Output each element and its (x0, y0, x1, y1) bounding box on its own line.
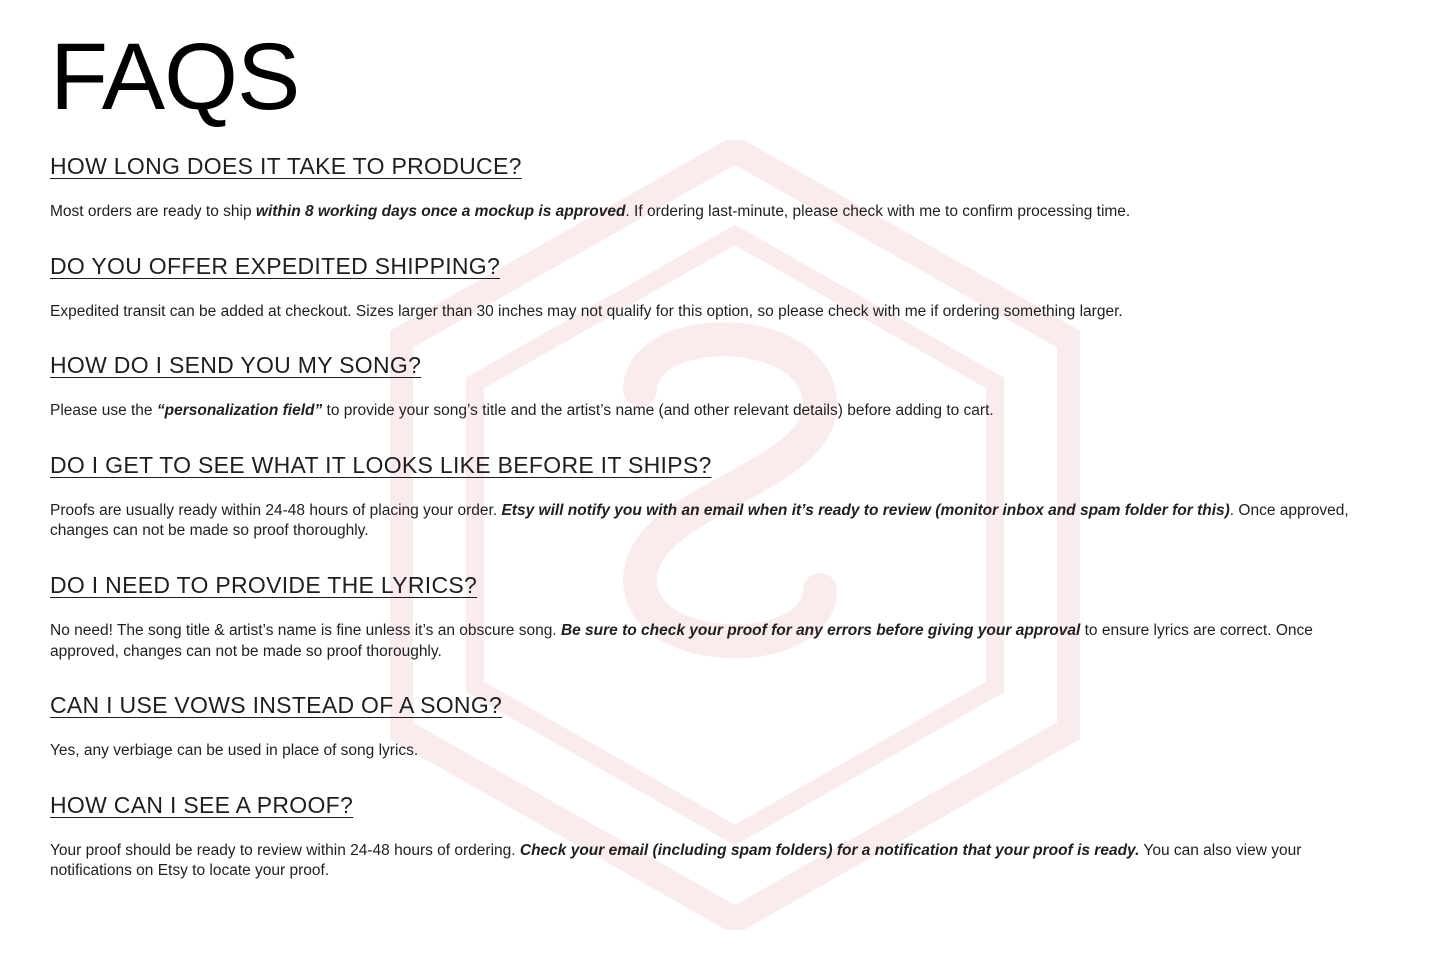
faq-answer-text: . Once approved, changes can not be made so proof thoroughly. (50, 501, 1349, 540)
faq-item (50, 692, 1395, 762)
faq-answer-emphasis: “personalization field” (156, 402, 323, 420)
faq-question: HOW CAN I SEE A PROOF? (50, 791, 354, 818)
faq-question: DO I NEED TO PROVIDE THE LYRICS? (50, 572, 478, 599)
faq-question: CAN I USE VOWS INSTEAD OF A SONG? (50, 692, 503, 719)
faq-answer (50, 841, 1380, 882)
faq-answer (50, 302, 1380, 323)
faq-answer (50, 202, 1380, 223)
faq-answer (50, 741, 1380, 762)
faq-answer (50, 501, 1380, 542)
faq-item (50, 572, 1395, 662)
faq-answer-text: No need! The song title & artist’s name is fine unless it’s an obscure song. (50, 622, 561, 640)
faq-answer-text: Most orders are ready to ship (50, 203, 256, 220)
faq-answer-emphasis: Be sure to check your proof for any errors before giving your approval (560, 622, 1081, 640)
faq-item (50, 452, 1395, 542)
faq-list (50, 153, 1395, 882)
faq-answer-text: . If ordering last-minute, please check with me to confirm processing time. (625, 203, 1131, 220)
faq-answer-text: You can also view your notifications on Etsy to locate your proof. (50, 841, 1302, 880)
faq-answer-text: to ensure lyrics are correct. Once approved, changes can not be made so proof thoroughly. (50, 622, 1313, 660)
faq-item (50, 352, 1395, 422)
faq-answer-text: Yes, any verbiage can be used in place of song lyrics. (50, 742, 419, 760)
faq-question: HOW LONG DOES IT TAKE TO PRODUCE? (50, 153, 522, 179)
faq-answer-text: Please use the (50, 402, 157, 420)
faq-answer-emphasis: Check your email (including spam folders) for a notification that your proof is ready. (519, 841, 1140, 859)
faq-item (50, 153, 1395, 223)
page-title: FAQS (50, 24, 300, 130)
faq-answer (50, 621, 1380, 662)
faq-answer-text: Expedited transit can be added at checkout. Sizes larger than 30 inches may not qualify for this option, so please check with me if ordering something larger. (50, 302, 1123, 320)
faq-answer (50, 401, 1380, 422)
faq-item (50, 253, 1395, 323)
faq-question: DO I GET TO SEE WHAT IT LOOKS LIKE BEFORE IT SHIPS? (50, 451, 712, 478)
faq-item (50, 792, 1395, 882)
faq-answer-emphasis: within 8 working days once a mockup is approved (255, 203, 626, 220)
faq-answer-text: Proofs are usually ready within 24-48 hours of placing your order. (50, 501, 502, 519)
faq-answer-emphasis: Etsy will notify you with an email when it’s ready to review (monitor inbox and spam folder for this) (501, 501, 1230, 519)
faq-question: DO YOU OFFER EXPEDITED SHIPPING? (50, 252, 501, 279)
faq-question: HOW DO I SEND YOU MY SONG? (50, 352, 422, 379)
faq-answer-text: to provide your song’s title and the artist’s name (and other relevant details) before adding to cart. (322, 402, 994, 420)
faq-answer-text: Your proof should be ready to review within 24-48 hours of ordering. (50, 841, 520, 859)
